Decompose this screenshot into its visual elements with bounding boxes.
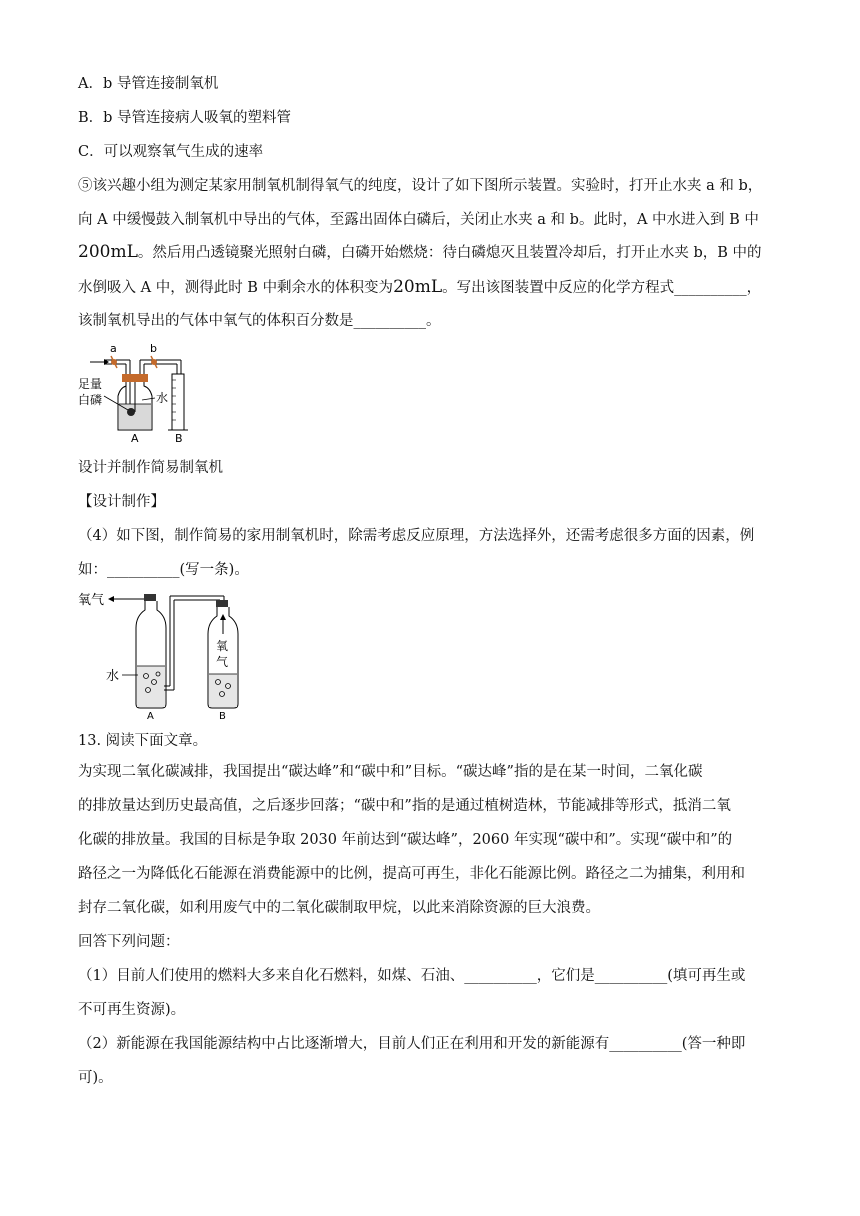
q5-line-4-text-a: 水倒吸入 A 中，测得此时 B 中剩余水的体积变为: [78, 280, 394, 296]
option-b: B．b 导管连接病人吸氧的塑料管: [78, 110, 292, 126]
q4-line-2: 如：__________(写一条)。: [78, 562, 249, 578]
q5-line-2: 向 A 中缓慢鼓入制氧机中导出的气体，至露出固体白磷后，关闭止水夹 a 和 b。此时，A 中水进入到 B 中: [78, 212, 759, 228]
q13-para-5: 封存二氧化碳，如利用废气中的二氧化碳制取甲烷，以此来消除资源的巨大浪费。: [78, 900, 600, 916]
clamp-b-label: b: [150, 342, 157, 355]
q13-sub1-line-2: 不可再生资源)。: [78, 1002, 186, 1018]
water-label: 水: [156, 391, 169, 405]
label-cylinder-b: B: [175, 432, 183, 444]
section-title: 设计并制作简易制氧机: [78, 460, 223, 476]
q13-para-3: 化碳的排放量。我国的目标是争取 2030 年前达到“碳达峰”，2060 年实现“碳中和”。实现“碳中和”的: [78, 832, 733, 848]
section-header: 【设计制作】: [78, 494, 165, 510]
q5-line-3: [78, 242, 762, 263]
volume-20ml: 20mL: [393, 277, 443, 297]
q13-para-4: 路径之一为降低化石能源在消费能源中的比例，提高可再生，非化石能源比例。路径之二为捕集，利用和: [78, 866, 745, 882]
label-bottle-a: A: [131, 432, 139, 444]
oxygen-out-label: 氧气: [78, 593, 105, 608]
oxygen-maker-diagram: [78, 586, 250, 720]
q13-sub2-line-1: （2）新能源在我国能源结构中占比逐渐增大，目前人们正在利用和开发的新能源有__________(答一种即: [78, 1036, 746, 1052]
q13-prompt: 回答下列问题：: [78, 934, 180, 950]
label-bottle-b-fig2: B: [219, 711, 226, 720]
option-c: C．可以观察氧气生成的速率: [78, 144, 264, 160]
phosphorus-apparatus-diagram: [78, 338, 196, 444]
q13-sub1-line-1: （1）目前人们使用的燃料大多来自化石燃料，如煤、石油、__________，它们是__________(填可再生或: [78, 968, 746, 984]
water-label-fig2: 水: [106, 669, 120, 684]
q13-title: 13. 阅读下面文章。: [78, 733, 208, 749]
volume-200ml: 200mL: [78, 242, 138, 262]
oxygen-vertical-1: 氧: [216, 639, 229, 653]
phosphorus-label-1: 足量: [78, 377, 103, 391]
q5-line-1: ⑤该兴趣小组为测定某家用制氧机制得氧气的纯度，设计了如下图所示装置。实验时，打开止水夹 a 和 b，: [78, 178, 763, 194]
q5-line-4-text-b: 。写出该图装置中反应的化学方程式__________，: [442, 280, 762, 296]
q4-line-1: （4）如下图，制作简易的家用制氧机时，除需考虑反应原理，方法选择外，还需考虑很多方面的因素，例: [78, 528, 755, 544]
q13-sub2-line-2: 可)。: [78, 1070, 113, 1086]
option-a: A．b 导管连接制氧机: [78, 76, 219, 92]
clamp-a-label: a: [110, 342, 117, 355]
q5-line-4: [78, 277, 761, 298]
q13-para-2: 的排放量达到历史最高值，之后逐步回落；“碳中和”指的是通过植树造林，节能减排等形式，抵消二氧: [78, 798, 731, 814]
phosphorus-label-2: 白磷: [78, 393, 103, 407]
label-bottle-a-fig2: A: [147, 711, 154, 720]
q5-line-5: 该制氧机导出的气体中氧气的体积百分数是__________。: [78, 313, 441, 329]
q13-para-1: 为实现二氧化碳减排，我国提出“碳达峰”和“碳中和”目标。“碳达峰”指的是在某一时间，二氧化碳: [78, 764, 703, 780]
oxygen-vertical-2: 气: [216, 655, 229, 669]
q5-line-3-text: 。然后用凸透镜聚光照射白磷，白磷开始燃烧：待白磷熄灭且装置冷却后，打开止水夹 b，B 中的: [137, 245, 762, 261]
